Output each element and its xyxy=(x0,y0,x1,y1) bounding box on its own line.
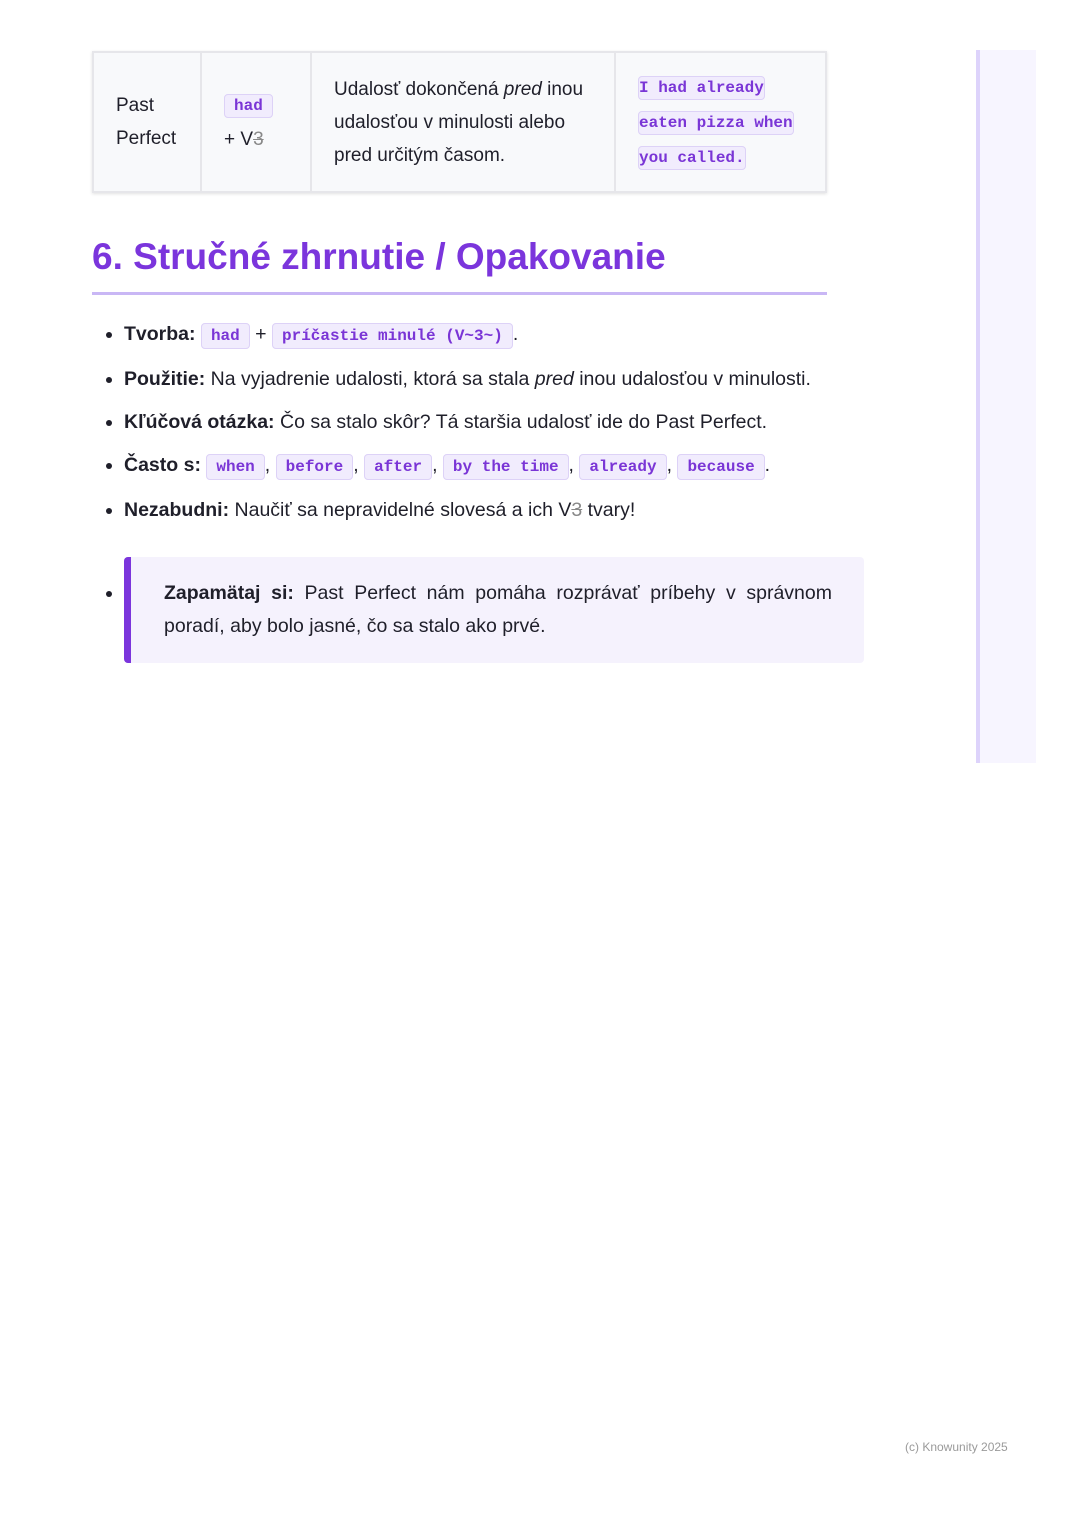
side-panel xyxy=(976,50,1036,763)
list-item xyxy=(124,363,864,396)
example-line: you called. xyxy=(638,146,746,170)
text: inou udalosťou v minulosti. xyxy=(573,368,811,390)
sub: 3 xyxy=(571,499,583,521)
list-item: • Často s: when , before , after , by the time , already , because . xyxy=(124,449,864,484)
label: Nezabudni: xyxy=(124,499,230,521)
list-item xyxy=(124,494,864,527)
example-line: I had already xyxy=(638,76,765,100)
usage-text-2: inou udalosťou v minulosti alebo pred určitým časom. xyxy=(334,78,584,166)
form-plus: + V xyxy=(224,129,254,150)
usage-text: Udalosť dokončená xyxy=(334,78,504,100)
form-code: had xyxy=(224,94,273,118)
code: when xyxy=(206,454,264,480)
text: Čo sa stalo skôr? Tá staršia udalosť ide do Past Perfect. xyxy=(274,411,768,433)
label: Tvorba: xyxy=(124,323,196,345)
form-cell xyxy=(201,52,311,192)
code: had xyxy=(201,323,250,349)
footer-copyright: (c) Knowunity 2025 xyxy=(905,1440,1008,1454)
text: Na vyjadrenie udalosti, ktorá sa stala xyxy=(205,368,535,390)
usage-em: pred xyxy=(503,78,542,100)
summary-list xyxy=(92,318,864,673)
code: by the time xyxy=(443,454,569,480)
period: . xyxy=(512,323,519,345)
tense-table xyxy=(92,51,827,193)
label: Často s: xyxy=(124,454,201,476)
note-callout xyxy=(124,557,864,663)
label: Kľúčová otázka: xyxy=(124,411,275,433)
example-cell xyxy=(615,52,826,192)
tense-name-2: Perfect xyxy=(116,128,177,149)
example-line: eaten pizza when xyxy=(638,111,794,135)
note-text: Past Perfect nám pomáha rozprávať príbehy v správnom poradí, aby bolo jasné, čo sa stalo ako prvé. xyxy=(164,582,832,637)
list-item xyxy=(124,557,864,663)
text: tvary! xyxy=(582,499,636,521)
code: before xyxy=(276,454,354,480)
label: Použitie: xyxy=(124,368,206,390)
form-sub: 3 xyxy=(253,129,264,150)
note-label: Zapamätaj si: xyxy=(164,582,294,604)
code: because xyxy=(677,454,764,480)
list-item xyxy=(124,318,864,353)
code: príčastie minulé (V~3~) xyxy=(272,323,513,349)
usage-cell xyxy=(311,52,615,192)
plus: + xyxy=(255,323,267,345)
list-item xyxy=(124,406,864,439)
tense-cell xyxy=(93,52,201,192)
code: already xyxy=(579,454,666,480)
tense-name: Past xyxy=(116,95,155,116)
text: Naučiť sa nepravidelné slovesá a ich V xyxy=(229,499,572,521)
em: pred xyxy=(534,368,574,390)
table-row xyxy=(93,52,826,192)
code: after xyxy=(364,454,432,480)
section-heading: 6. Stručné zhrnutie / Opakovanie xyxy=(92,236,827,295)
